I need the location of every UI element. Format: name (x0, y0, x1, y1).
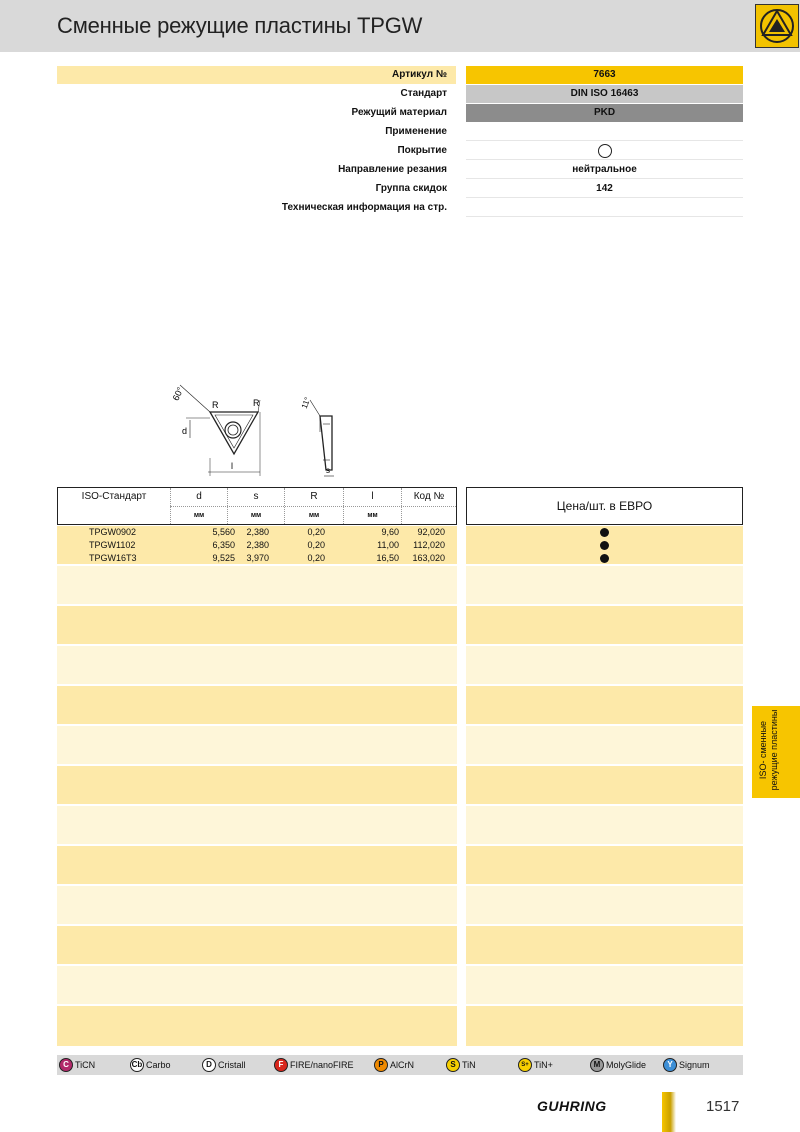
coating-badge-icon: F (274, 1058, 288, 1072)
section-side-tab[interactable] (752, 706, 800, 798)
table-band (466, 646, 743, 684)
spec-value (466, 123, 743, 141)
coating-badge-icon: S (446, 1058, 460, 1072)
table-band (466, 886, 743, 924)
cell-l: 9,60 (381, 527, 399, 537)
spec-value (466, 142, 743, 160)
cell-s: 2,380 (246, 527, 269, 537)
table-band (466, 726, 743, 764)
table-row (57, 526, 457, 539)
spec-row-application (57, 123, 743, 142)
col-header-iso: ISO-Стандарт (81, 491, 147, 502)
insert-drawing (160, 380, 350, 480)
spec-row-material (57, 104, 743, 123)
legend-item-carbo (130, 1058, 171, 1072)
cell-s: 3,970 (246, 553, 269, 563)
cell-s: 2,380 (246, 540, 269, 550)
filled-dot-icon (600, 541, 609, 550)
table-row (57, 539, 457, 552)
coating-badge-icon: Y (663, 1058, 677, 1072)
table-band (57, 886, 457, 924)
table-band (57, 1006, 457, 1046)
legend-label: Cristall (218, 1060, 246, 1070)
spec-label: Артикул № (57, 66, 456, 84)
legend-item-molyglide (590, 1058, 646, 1072)
cell-r: 0,20 (307, 540, 325, 550)
cell-d: 6,350 (212, 540, 235, 550)
table-band (466, 766, 743, 804)
spec-label: Покрытие (397, 145, 447, 156)
footer-accent-bar (662, 1092, 676, 1132)
table-band (466, 806, 743, 844)
l-label: l (231, 461, 233, 471)
col-header-r: R (310, 491, 318, 502)
table-band (466, 966, 743, 1004)
side-tab-label: ISO- сменные режущие пластины (758, 709, 779, 791)
radius-label-left: R (212, 400, 219, 410)
table-band (57, 726, 457, 764)
spec-value: PKD (466, 104, 743, 122)
coating-badge-icon: M (590, 1058, 604, 1072)
spec-value: 142 (466, 180, 743, 198)
table-band (57, 806, 457, 844)
cell-iso: TPGW0902 (89, 527, 137, 537)
table-band (466, 1006, 743, 1046)
legend-item-alcrn (374, 1058, 414, 1072)
legend-label: AlCrN (390, 1060, 414, 1070)
legend-label: TiN (462, 1060, 476, 1070)
legend-item-fire (274, 1058, 354, 1072)
coating-badge-icon: Cb (130, 1058, 144, 1072)
table-band (466, 926, 743, 964)
spec-value (466, 199, 743, 217)
filled-dot-icon (600, 528, 609, 537)
table-band (57, 646, 457, 684)
table-band (57, 566, 457, 604)
brand-wordmark: GUHRING (537, 1098, 607, 1114)
unit-d: мм (193, 512, 205, 519)
page-number: 1517 (706, 1098, 740, 1115)
table-band (466, 686, 743, 724)
cell-r: 0,20 (307, 527, 325, 537)
product-table-header (57, 487, 457, 525)
table-band (57, 846, 457, 884)
angle-label: 60° (170, 385, 186, 403)
page-header (0, 0, 800, 52)
table-band (57, 966, 457, 1004)
price-column-header: Цена/шт. в ЕВРО (466, 487, 743, 525)
table-band (466, 566, 743, 604)
table-band (466, 846, 743, 884)
spec-row-standard (57, 85, 743, 104)
col-header-d: d (196, 491, 202, 502)
legend-item-tin-plus (518, 1058, 553, 1072)
d-label: d (182, 426, 188, 436)
legend-label: Signum (679, 1060, 710, 1070)
col-header-l: l (371, 491, 374, 502)
s-label: s (326, 466, 330, 475)
legend-label: Carbo (146, 1060, 171, 1070)
coating-legend (57, 1055, 743, 1075)
spec-label: Техническая информация на стр. (281, 202, 447, 213)
legend-item-cristall (202, 1058, 246, 1072)
cell-r: 0,20 (307, 553, 325, 563)
spec-label: Группа скидок (375, 183, 447, 194)
spec-label: Стандарт (400, 88, 447, 99)
coating-badge-icon: D (202, 1058, 216, 1072)
table-band (57, 926, 457, 964)
legend-label: TiCN (75, 1060, 96, 1070)
col-header-code: Код № (413, 491, 445, 502)
legend-item-tin (446, 1058, 476, 1072)
coating-badge-icon: C (59, 1058, 73, 1072)
legend-label: TiN+ (534, 1060, 553, 1070)
spec-value: DIN ISO 16463 (466, 85, 743, 103)
coating-badge-icon: S+ (518, 1058, 532, 1072)
spec-row-coating (57, 142, 743, 161)
spec-row-tech-info (57, 199, 743, 218)
spec-label: Применение (385, 126, 447, 137)
table-band (57, 606, 457, 644)
cell-l: 16,50 (376, 553, 399, 563)
cell-d: 5,560 (212, 527, 235, 537)
cell-code: 112,020 (413, 540, 445, 550)
spec-label: Режущий материал (351, 107, 447, 118)
table-row (57, 552, 457, 565)
table-band (466, 606, 743, 644)
legend-label: FIRE/nanoFIRE (290, 1060, 354, 1070)
open-circle-icon (598, 144, 612, 158)
cell-l: 11,00 (377, 540, 399, 550)
legend-label: MolyGlide (606, 1060, 647, 1070)
legend-item-signum (663, 1058, 710, 1072)
legend-item-ticn (59, 1058, 95, 1072)
spec-row-direction (57, 161, 743, 180)
cell-d: 9,525 (212, 553, 235, 563)
col-header-s: s (253, 491, 259, 502)
page-title: Сменные режущие пластины TPGW (57, 13, 423, 38)
unit-r: мм (308, 512, 320, 519)
spec-label: Направление резания (338, 164, 447, 175)
radius-label-right: R (253, 398, 260, 408)
brand-logo-icon (755, 4, 799, 48)
spec-row-discount (57, 180, 743, 199)
unit-l: мм (367, 512, 378, 519)
relief-angle-label: 11° (299, 395, 313, 410)
spec-value: нейтральное (466, 161, 743, 179)
table-band (57, 686, 457, 724)
spec-row-article (57, 66, 743, 85)
cell-iso: TPGW16T3 (89, 553, 137, 563)
cell-code: 92,020 (417, 527, 445, 537)
spec-value: 7663 (466, 66, 743, 84)
unit-s: мм (250, 512, 262, 519)
coating-badge-icon: P (374, 1058, 388, 1072)
table-band (57, 766, 457, 804)
cell-code: 163,020 (412, 553, 445, 563)
filled-dot-icon (600, 554, 609, 563)
cell-iso: TPGW1102 (89, 540, 136, 550)
